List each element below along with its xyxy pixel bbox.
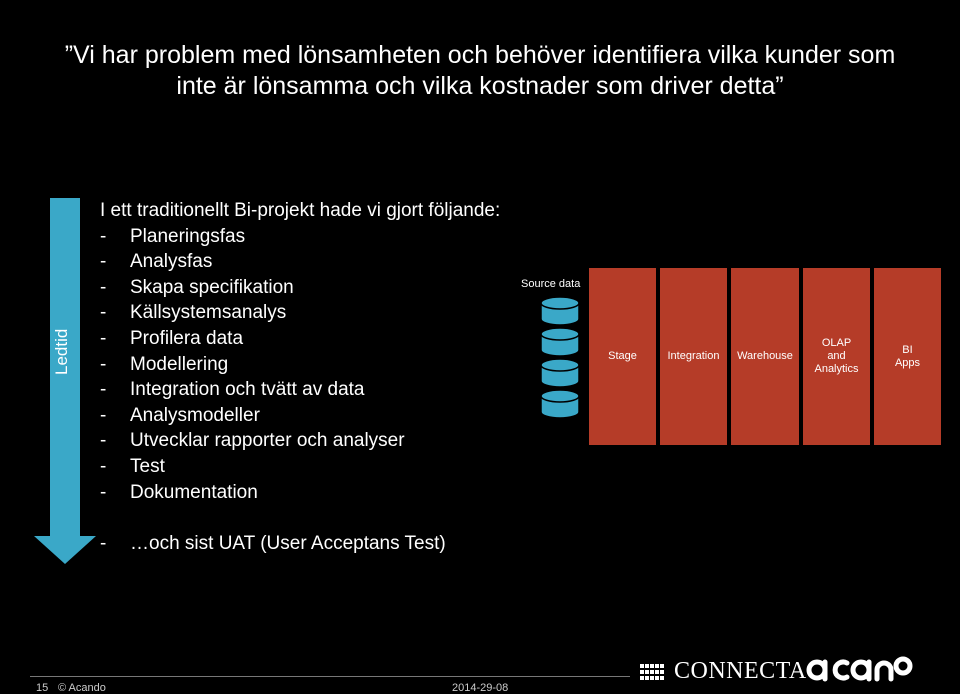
footer-divider: [30, 676, 630, 677]
acando-logo: [805, 650, 915, 686]
layer-warehouse: Warehouse: [731, 268, 799, 445]
list-item: - Källsystemsanalys: [100, 302, 287, 324]
list-heading: I ett traditionellt Bi-projekt hade vi gjort följande:: [100, 200, 501, 221]
page-number: 15: [36, 682, 49, 694]
list-item: - Profilera data: [100, 327, 244, 349]
layer-bi-apps: BI Apps: [874, 268, 941, 445]
list-item: - Planeringsfas: [100, 225, 246, 247]
lead-time-label: Ledtid: [52, 328, 71, 375]
connecta-logo: [640, 658, 807, 685]
final-step: - …och sist UAT (User Acceptans Test): [100, 533, 446, 554]
project-steps-list: [100, 198, 500, 505]
layer-integration: Integration: [660, 268, 727, 445]
title-line-2: inte är lönsamma och vilka kostnader som driver detta”: [176, 72, 784, 100]
database-cylinders-icon: [539, 296, 581, 424]
list-item: - Analysmodeller: [100, 404, 260, 426]
layer-olap-analytics: OLAP and Analytics: [803, 268, 870, 445]
title-line-1: ”Vi har problem med lönsamheten och behöver identifiera vilka kunder som: [64, 41, 896, 69]
connecta-mark-icon: [640, 662, 666, 682]
list-item: - Utvecklar rapporter och analyser: [100, 430, 405, 452]
connecta-wordmark: CONNECTA: [674, 658, 807, 684]
list-item: - Analysfas: [100, 251, 213, 273]
list-item: - Integration och tvätt av data: [100, 379, 365, 401]
list-item: - Dokumentation: [100, 481, 258, 503]
list-item: - Test: [100, 455, 165, 477]
list-item: - Modellering: [100, 353, 229, 375]
copyright: © Acando: [58, 682, 106, 694]
layer-stage: Stage: [589, 268, 656, 445]
list-item: - Skapa specifikation: [100, 276, 294, 298]
slide-title: [20, 40, 940, 102]
footer-date: 2014-29-08: [452, 682, 509, 694]
source-data-label: Source data: [521, 278, 581, 290]
lead-time-arrow: [34, 198, 96, 566]
